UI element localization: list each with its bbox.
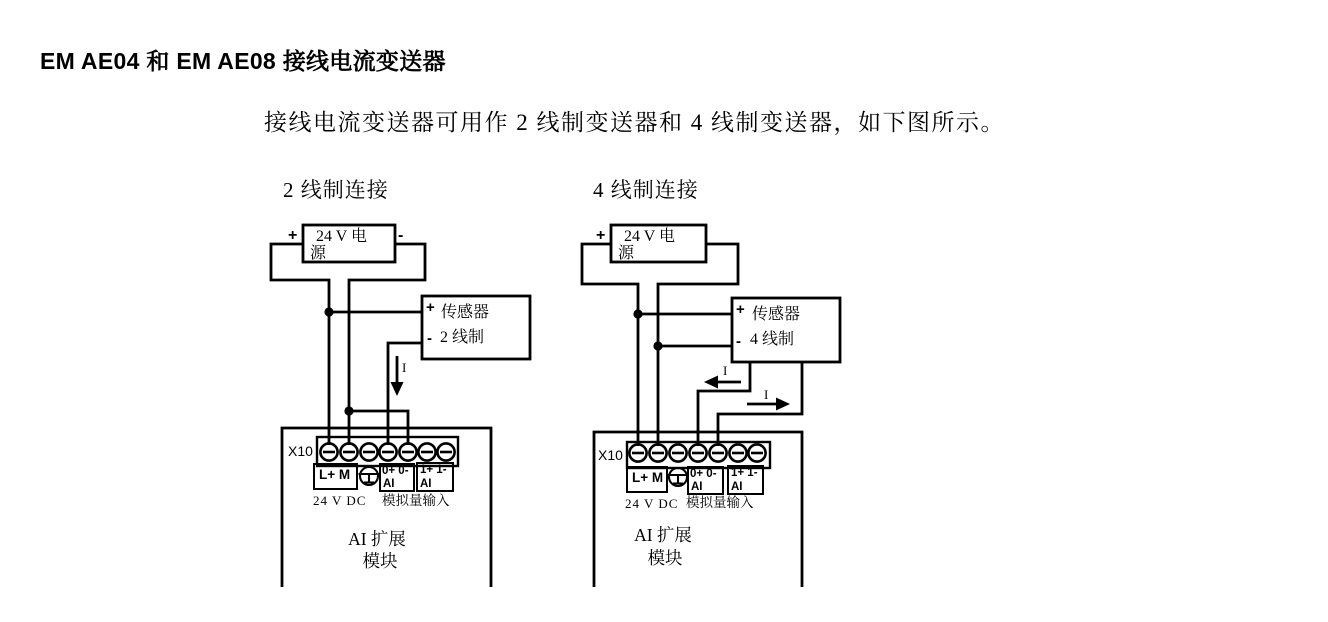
right-terminal-group3-row1: 1+ 1- xyxy=(731,467,758,479)
left-power-minus-label: - xyxy=(398,227,404,244)
screw-terminal-icon xyxy=(320,443,337,460)
screw-terminal-icon xyxy=(399,443,416,460)
right-power-line2: 源 xyxy=(618,245,635,262)
right-terminal-group2-row1: 0+ 0- xyxy=(690,468,717,480)
junction-dot-icon xyxy=(633,309,642,318)
left-sensor-plus-label: + xyxy=(426,299,435,316)
right-module-line2: 模块 xyxy=(647,548,683,568)
right-terminal-group3-row2: AI xyxy=(731,481,743,493)
right-sensor-name: 传感器 xyxy=(752,306,801,323)
left-current-label: I xyxy=(402,360,407,375)
right-sensor-type: 4 线制 xyxy=(750,331,795,348)
left-terminal-group1-label: L+ M xyxy=(319,467,351,482)
page-title: EM AE04 和 EM AE08 接线电流变送器 xyxy=(40,48,446,74)
right-power-line1: 24 V 电 xyxy=(624,228,675,245)
screw-terminal-icon xyxy=(340,443,357,460)
intro-text: 接线电流变送器可用作 2 线制变送器和 4 线制变送器，如下图所示。 xyxy=(264,110,1005,135)
left-terminal-group2-row1: 0+ 0- xyxy=(382,465,409,477)
left-terminal-group3-row2: AI xyxy=(420,478,432,490)
screw-terminal-icon xyxy=(379,443,396,460)
right-diagram-graphics xyxy=(582,225,840,587)
right-power-plus-wire xyxy=(582,244,638,446)
screw-terminal-icon xyxy=(689,444,706,461)
screw-terminal-icon xyxy=(360,443,377,460)
left-power-caption: 24 V DC xyxy=(313,493,367,508)
right-input-caption: 模拟量输入 xyxy=(686,495,754,510)
junction-dot-icon xyxy=(324,307,333,316)
right-terminal-group2-row2: AI xyxy=(691,481,703,493)
screw-terminal-icon xyxy=(418,443,435,460)
right-current-out-label: I xyxy=(764,387,769,402)
screw-terminal-icon xyxy=(709,444,726,461)
left-terminal-group3-row1: 1+ 1- xyxy=(420,464,447,476)
right-module-line1: AI 扩展 xyxy=(634,525,692,545)
screw-terminal-icon xyxy=(437,443,454,460)
right-connector-label: X10 xyxy=(598,447,623,463)
left-sensor-minus-label: - xyxy=(427,330,432,347)
left-power-line2: 源 xyxy=(310,245,327,262)
current-arrow-right-icon xyxy=(747,398,790,411)
left-power-plus-wire xyxy=(271,244,329,445)
left-power-plus-label: + xyxy=(288,227,298,244)
screw-terminal-icon xyxy=(649,444,666,461)
ground-icon xyxy=(668,468,689,486)
left-input-caption: 模拟量输入 xyxy=(382,493,450,508)
left-sensor-type: 2 线制 xyxy=(440,329,485,346)
left-module-line2: 模块 xyxy=(362,551,398,571)
screw-terminal-icon xyxy=(669,444,686,461)
screw-terminal-icon xyxy=(629,444,646,461)
right-current-in-label: I xyxy=(723,363,728,378)
junction-dot-icon xyxy=(344,406,353,415)
left-module-line1: AI 扩展 xyxy=(348,529,406,549)
right-sensor-minus-label: - xyxy=(736,333,741,350)
left-diagram-heading: 2 线制连接 xyxy=(283,178,389,202)
left-sensor-name: 传感器 xyxy=(441,304,490,321)
junction-dot-icon xyxy=(653,341,662,350)
right-diagram-heading: 4 线制连接 xyxy=(593,178,699,202)
right-sensor-plus-label: + xyxy=(736,301,745,318)
left-terminal-group2-row2: AI xyxy=(383,478,395,490)
right-power-plus-label: + xyxy=(596,227,606,244)
screw-terminal-icon xyxy=(748,444,765,461)
right-terminal-group1-label: L+ M xyxy=(632,470,664,485)
right-power-caption: 24 V DC xyxy=(625,496,679,511)
left-power-line1: 24 V 电 xyxy=(316,228,367,245)
left-sensor-minus-wire xyxy=(388,343,422,445)
left-connector-label: X10 xyxy=(288,443,313,459)
screw-terminal-icon xyxy=(729,444,746,461)
ground-icon xyxy=(359,467,380,485)
